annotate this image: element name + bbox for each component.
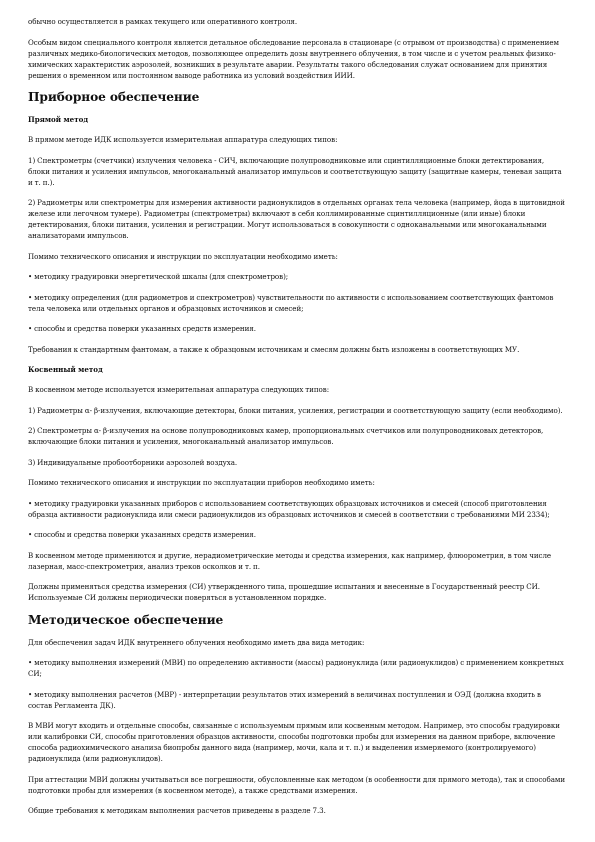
paragraph: Для обеспечения задач ИДК внутреннего облучения необходимо иметь два вида методик:	[28, 637, 365, 647]
subheading-indirect-method: Косвенный метод	[28, 365, 103, 374]
paragraph: 1) Спектрометры (счетчики) излучения человека - СИЧ, включающие полупроводниковые или сцинтилляционные блоки детектирования, блоки питания и усиления импульсов, многоканальный анализатор импульсов и соответствующую защиту (защитные камеры, теневая защита и т. п.).	[28, 155, 562, 187]
paragraph: В косвенном методе применяются и другие, нерадиометрические методы и средства измерения, как например, флюорометрия, в том числе лазерная, масс-спектрометрия, анализ треков осколков и т. п.	[28, 550, 552, 571]
paragraph: 3) Индивидуальные пробоотборники аэрозолей воздуха.	[28, 457, 238, 467]
paragraph: Требования к стандартным фантомам, а также к образцовым источникам и смесям должны быть изложены в соответствующих МУ.	[28, 344, 520, 354]
paragraph: В МВИ могут входить и отдельные способы, связанные с используемым прямым или косвенным методом. Например, это способы градуировки или калибровки СИ, способы приготовления образцов активности, способы подготовки пробы для измерения на данном приборе, включение способа радиохимического анализа биопробы данного вида (например, мочи, кала и т. п.) и выделения измеряемого (контролируемого) радионуклида (или радионуклидов).	[28, 721, 560, 763]
paragraph: Помимо технического описания и инструкции по эксплуатации необходимо иметь:	[28, 251, 338, 261]
paragraph: В прямом методе ИДК используется измерительная аппаратура следующих типов:	[28, 135, 338, 144]
section-heading-instruments: Приборное обеспечение	[28, 90, 200, 104]
paragraph: 2) Спектрометры α- β-излучения на основе полупроводниковых камер, пропорциональных счетчиков или полупроводниковых детекторов, включающие блоки питания и усиления, многоканальный анализатор импульсов.	[28, 426, 544, 446]
paragraph: Особым видом специального контроля является детальное обследование персонала в стационаре (с отрывом от производства) с применением различных медико-биологических методов, позволяющее определить дозы внутреннего облучения, в том числе и с учетом реальных физико-химических характеристик аэрозолей, возникших в результате аварии. Результаты такого обследования служат основанием для принятия решения о временном или постоянном выводе работника из условий воздействия ИИИ.	[28, 37, 559, 80]
bullet-item: • способы и средства поверки указанных средств измерения.	[28, 324, 256, 333]
bullet-item: • методику выполнения измерений (МВИ) по определению активности (массы) радионуклида (или радионуклидов) с применением конкретных СИ;	[28, 658, 564, 678]
bullet-item: • методику градуировки указанных приборов с использованием соответствующих образцовых источников и смесей (способ приготовления образца активности радионуклида или смеси радионуклидов из образцовых источников и смесей в соответствии с требованиями МИ 2334);	[28, 498, 550, 519]
paragraph: 2) Радиометры или спектрометры для измерения активности радионуклидов в отдельных органах тела человека (например, йода в щитовидной железе или легочном тумере). Радиометры (спектрометры) включают в себя коллимированные сцинтилляционные (или иные) блоки детектирования, блоки питания, усиления и регистрации. Могут использоваться в совокупности с одноканальными или многоканальными анализаторами импульсов.	[28, 198, 565, 240]
bullet-item: • методику определения (для радиометров и спектрометров) чувствительности по активности с использованием соответствующих фантомов тела человека или отдельных органов и образцовых источников и смесей;	[28, 292, 554, 313]
section-heading-methods: Методическое обеспечение	[28, 612, 224, 627]
paragraph: При аттестации МВИ должны учитываться все погрешности, обусловленные как методом (в особенности для прямого метода), так и способами подготовки пробы для измерения (в косвенном методе), а также средствами измерения.	[28, 774, 566, 795]
paragraph: Общие требования к методикам выполнения расчетов приведены в разделе 7.3.	[28, 806, 326, 815]
paragraph: 1) Радиометры α- β-излучения, включающие детекторы, блоки питания, усиления, регистрации и соответствующую защиту (если необходимо).	[28, 405, 563, 415]
paragraph: Должны применяться средства измерения (СИ) утвержденного типа, прошедшие испытания и внесенные в Государственный реестр СИ. Используемые СИ должны периодически поверяться в установленном порядке.	[28, 582, 540, 602]
paragraph: Помимо технического описания и инструкции по эксплуатации приборов необходимо иметь:	[28, 478, 375, 487]
bullet-item: • способы и средства поверки указанных средств измерения.	[28, 530, 256, 539]
subheading-direct-method: Прямой метод	[28, 115, 89, 124]
bullet-item: • методику выполнения расчетов (МВР) - интерпретации результатов этих измерений в величинах поступления и ОЭД (должна входить в состав Регламента ДК).	[28, 689, 542, 710]
bullet-item: • методику градуировки энергетической шкалы (для спектрометров);	[28, 272, 289, 281]
paragraph: В косвенном методе используется измерительная аппаратура следующих типов:	[28, 385, 330, 394]
paragraph: обычно осуществляется в рамках текущего или оперативного контроля.	[28, 17, 298, 26]
